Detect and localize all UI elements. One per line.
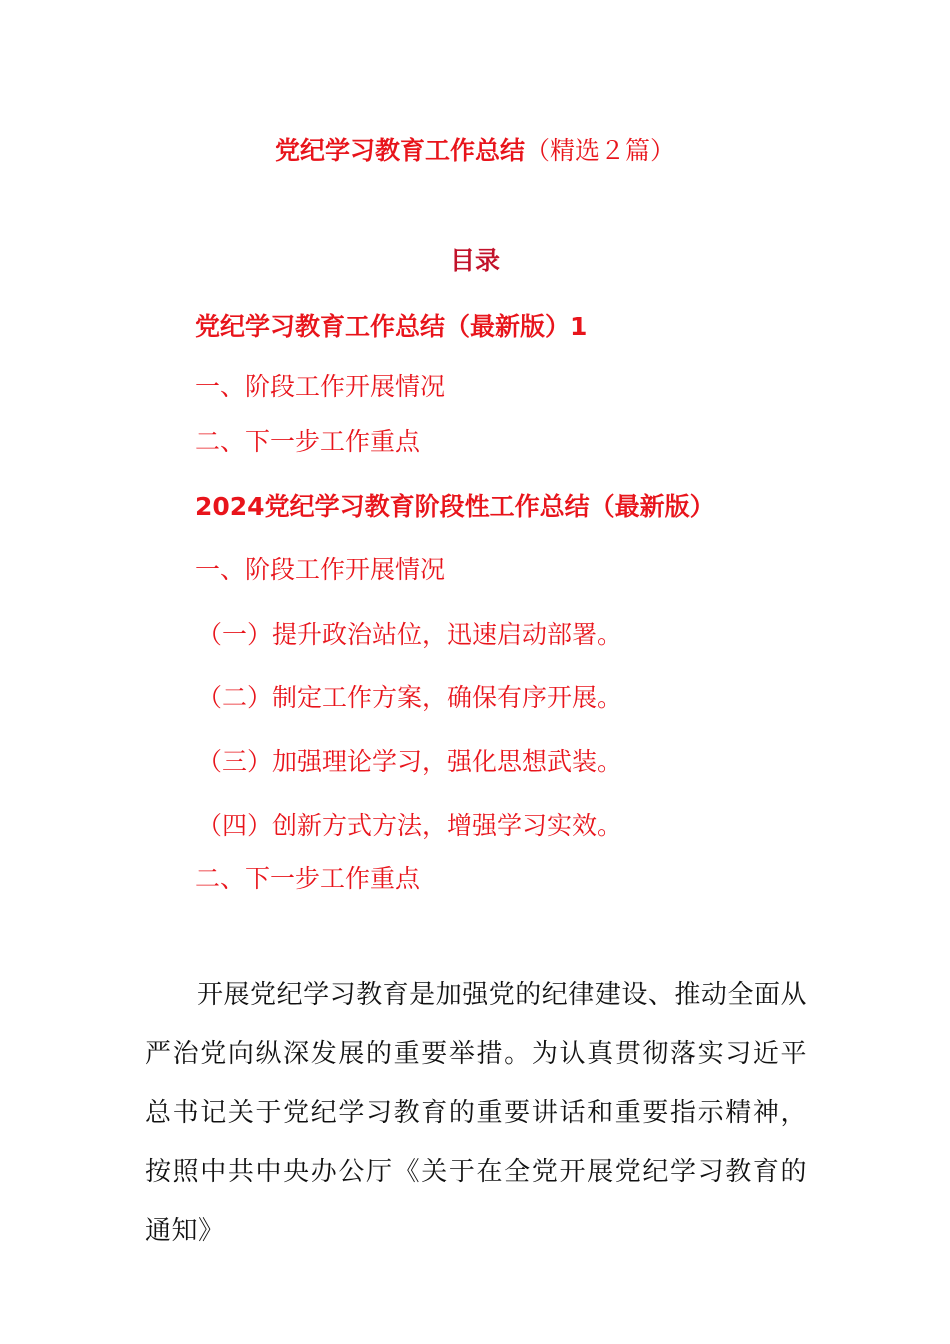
toc-heading: 目录 bbox=[449, 246, 500, 275]
toc-entry-3[interactable]: 二、下一步工作重点 bbox=[195, 427, 421, 456]
toc-entry-5[interactable]: 一、阶段工作开展情况 bbox=[195, 555, 446, 584]
title-suffix: （精选２篇） bbox=[525, 136, 676, 165]
toc-entry-7[interactable]: （二）制定工作方案，确保有序开展。 bbox=[197, 683, 623, 712]
toc-entry-1[interactable]: 党纪学习教育工作总结（最新版）1 bbox=[195, 312, 588, 341]
toc-entry-10[interactable]: 二、下一步工作重点 bbox=[195, 864, 421, 893]
toc-entry-6[interactable]: （一）提升政治站位，迅速启动部署。 bbox=[197, 620, 623, 649]
toc-entry-8[interactable]: （三）加强理论学习，强化思想武装。 bbox=[197, 747, 623, 776]
title-main: 党纪学习教育工作总结 bbox=[274, 136, 525, 165]
document-title bbox=[0, 133, 950, 169]
body-paragraph: 开展党纪学习教育是加强党的纪律建设、推动全面从严治党向纵深发展的重要举措。为认真贯彻落实习近平总书记关于党纪学习教育的重要讲话和重要指示精神，按照中共中央办公厅《关于在全党开展党纪学习教育的通知》 bbox=[145, 980, 807, 1246]
toc-entry-2[interactable]: 一、阶段工作开展情况 bbox=[195, 372, 446, 401]
toc-entry-9[interactable]: （四）创新方式方法，增强学习实效。 bbox=[197, 811, 623, 840]
toc-entry-4[interactable]: 2024党纪学习教育阶段性工作总结（最新版） bbox=[195, 492, 715, 521]
